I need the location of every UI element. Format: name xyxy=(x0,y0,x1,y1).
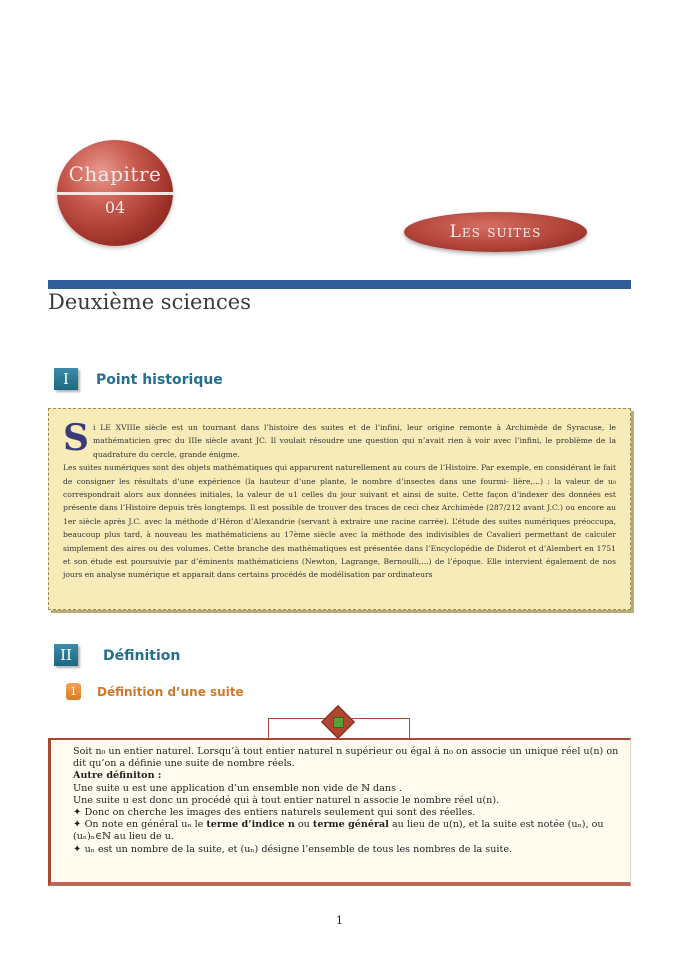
term-index: terme d’indice n xyxy=(206,819,295,831)
header-rule xyxy=(48,280,631,289)
alt-definition-heading: Autre définiton : xyxy=(73,770,162,782)
chapter-sphere xyxy=(57,140,173,246)
page-number: 1 xyxy=(336,914,343,927)
section-title: Définition xyxy=(103,648,181,664)
subsection-title: Définition d’une suite xyxy=(97,685,244,699)
section-number: I xyxy=(54,368,78,390)
document-icon xyxy=(333,717,344,728)
definition-text: Soit n₀ un entier naturel. Lorsqu’à tout entier naturel n supérieur ou égal à n₀ on associe un unique réel u(n) on dit qu’on a définie une suite de nombre réels. xyxy=(73,746,619,770)
history-paragraph: i LE XVIIIe siècle est un tournant dans l’histoire des suites et de l’infini, leur origine remonte à Archimède de Syracuse, le mathématicien grec du IIIe siècle avant JC. Il voulait résoudre une question qui n’avait rien à voir avec l’infini, le problème de la quadrature du cercle, grande énigme. xyxy=(93,423,616,459)
class-level: Deuxième sciences xyxy=(48,290,251,314)
chapter-word: Chapitre xyxy=(68,162,162,186)
term-general: terme général xyxy=(312,819,389,831)
star-bullet-icon: ✦ xyxy=(73,843,85,855)
dropcap-letter: S xyxy=(63,417,89,459)
bullet-text: Donc on cherche les images des entiers naturels seulement qui sont des réelles. xyxy=(84,807,476,819)
definition-text: Une suite u est une application d’un ensemble non vide de ℕ dans . xyxy=(73,782,403,794)
definition-box xyxy=(48,738,631,886)
history-paragraph: Les suites numériques sont des objets mathématiques qui apparurent naturellement au cours de l’Histoire. Par exemple, en considérant le fait de consigner les résultats d’une expérience (la hauteur d’une plante, le nombre d’insectes dans une fourmi- lière,...) : la valeur de u₀ correspondrait alors aux données initiales, la valeur de u1 celles du jour suivant et ainsi de suite. Cette façon d’indexer des données est présente dans l’Histoire depuis très longtemps. Il est possible de trouver des traces de ceci chez Archimède (287/212 avant J.C.) ou encore au 1er siècle après J.C. avec la méthode d’Héron d’Alexandrie (servant à extraire une racine carrée). L’étude des suites numériques préoccupa, beaucoup plus tard, à nouveau les mathématiciens au 17ème siècle avec la méthode des indivisibles de Cavalieri permettant de calculer simplement des aires ou des volumes. Cette branche des mathématiques est présentée dans l’Encyclopédie de Diderot et d’Alembert en 1751 et son étude est poursuivie par d’éminents mathématiciens (Newton, Lagrange, Bernoulli,...) de l’époque. Elle intervient également de nos jours en analyse numérique et apparait dans certains procédés de modélisation par ordinateurs xyxy=(63,463,616,580)
history-box xyxy=(48,408,631,610)
chapter-title: Les suites xyxy=(404,212,587,252)
subsection-number: 1 xyxy=(66,683,81,700)
bullet-text: On note en général uₙ le xyxy=(84,819,207,831)
bullet-text: au lieu de u(n), et la suite est notée (uₙ), ou (uₙ)ₙ∈ℕ au lieu de u. xyxy=(73,819,604,843)
definition-text: Une suite u est donc un procédé qui à tout entier naturel n associe le nombre réel u(n). xyxy=(73,794,500,806)
bullet-text: uₙ est un nombre de la suite, et (uₙ) désigne l’ensemble de tous les nombres de la suite. xyxy=(84,843,513,855)
star-bullet-icon: ✦ xyxy=(73,819,85,831)
star-bullet-icon: ✦ xyxy=(73,807,85,819)
bullet-text: ou xyxy=(294,819,313,831)
chapter-number: 04 xyxy=(104,198,126,217)
sphere-divider xyxy=(57,192,173,195)
section-number: II xyxy=(54,644,78,666)
section-title: Point historique xyxy=(96,372,223,388)
